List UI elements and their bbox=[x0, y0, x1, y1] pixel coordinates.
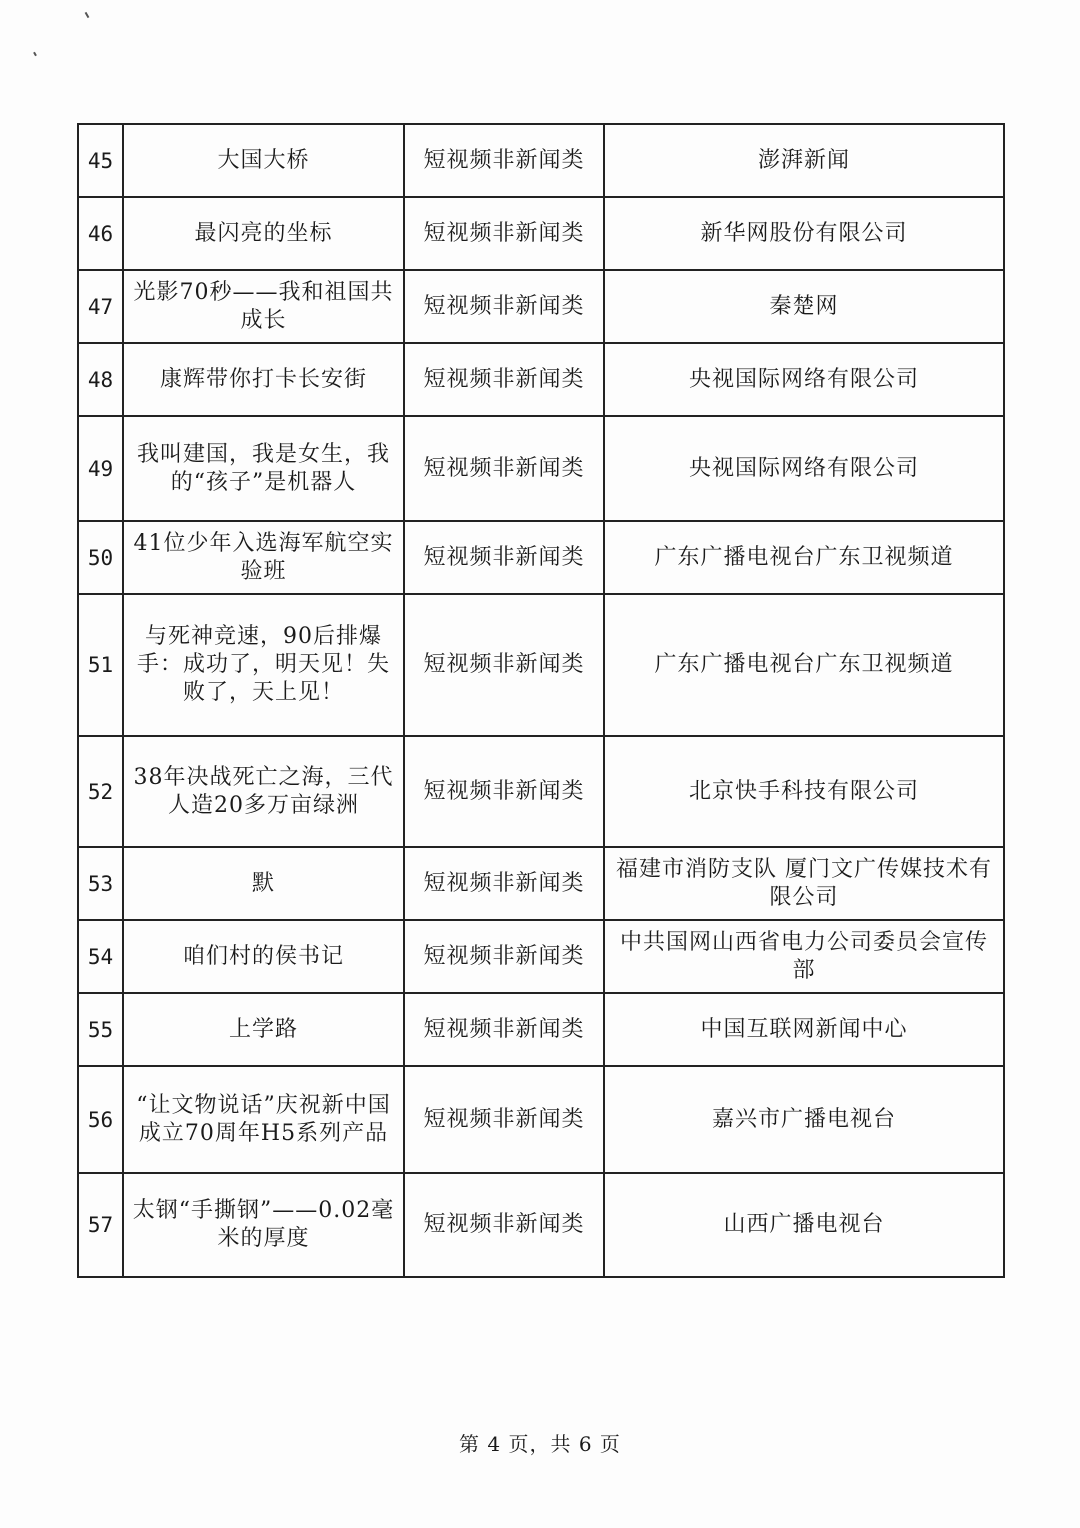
work-category: 短视频非新闻类 bbox=[404, 920, 604, 993]
submitting-organization: 广东广播电视台广东卫视频道 bbox=[604, 594, 1004, 736]
row-number: 45 bbox=[78, 124, 123, 197]
work-category: 短视频非新闻类 bbox=[404, 736, 604, 847]
submitting-organization: 嘉兴市广播电视台 bbox=[604, 1066, 1004, 1173]
row-number: 53 bbox=[78, 847, 123, 920]
row-number: 54 bbox=[78, 920, 123, 993]
work-category: 短视频非新闻类 bbox=[404, 847, 604, 920]
work-category: 短视频非新闻类 bbox=[404, 1066, 604, 1173]
submitting-organization: 福建市消防支队 厦门文广传媒技术有限公司 bbox=[604, 847, 1004, 920]
scan-speck bbox=[85, 12, 90, 18]
submitting-organization: 中国互联网新闻中心 bbox=[604, 993, 1004, 1066]
table-row bbox=[78, 521, 1004, 594]
submitting-organization: 央视国际网络有限公司 bbox=[604, 343, 1004, 416]
row-number: 51 bbox=[78, 594, 123, 736]
work-category: 短视频非新闻类 bbox=[404, 124, 604, 197]
work-title: 光影70秒——我和祖国共成长 bbox=[123, 270, 404, 343]
row-number: 49 bbox=[78, 416, 123, 521]
work-category: 短视频非新闻类 bbox=[404, 270, 604, 343]
work-title: 上学路 bbox=[123, 993, 404, 1066]
submitting-organization: 中共国网山西省电力公司委员会宣传部 bbox=[604, 920, 1004, 993]
work-title: 与死神竞速，90后排爆手：成功了，明天见！失败了，天上见！ bbox=[123, 594, 404, 736]
work-category: 短视频非新闻类 bbox=[404, 993, 604, 1066]
scan-speck bbox=[33, 52, 37, 56]
work-title: 默 bbox=[123, 847, 404, 920]
table-row bbox=[78, 416, 1004, 521]
table-row bbox=[78, 736, 1004, 847]
work-title: 我叫建国，我是女生，我的“孩子”是机器人 bbox=[123, 416, 404, 521]
table-row bbox=[78, 270, 1004, 343]
table-row bbox=[78, 594, 1004, 736]
work-title: 太钢“手撕钢”——0.02毫米的厚度 bbox=[123, 1173, 404, 1277]
page-number-footer: 第 4 页，共 6 页 bbox=[459, 1432, 621, 1456]
submitting-organization: 广东广播电视台广东卫视频道 bbox=[604, 521, 1004, 594]
table-row bbox=[78, 343, 1004, 416]
row-number: 55 bbox=[78, 993, 123, 1066]
table-row bbox=[78, 993, 1004, 1066]
row-number: 56 bbox=[78, 1066, 123, 1173]
row-number: 48 bbox=[78, 343, 123, 416]
work-category: 短视频非新闻类 bbox=[404, 416, 604, 521]
work-title: “让文物说话”庆祝新中国成立70周年H5系列产品 bbox=[123, 1066, 404, 1173]
work-category: 短视频非新闻类 bbox=[404, 521, 604, 594]
row-number: 46 bbox=[78, 197, 123, 270]
submitting-organization: 北京快手科技有限公司 bbox=[604, 736, 1004, 847]
table-row bbox=[78, 847, 1004, 920]
row-number: 47 bbox=[78, 270, 123, 343]
work-category: 短视频非新闻类 bbox=[404, 1173, 604, 1277]
work-category: 短视频非新闻类 bbox=[404, 343, 604, 416]
row-number: 57 bbox=[78, 1173, 123, 1277]
table-row bbox=[78, 124, 1004, 197]
submitting-organization: 新华网股份有限公司 bbox=[604, 197, 1004, 270]
work-title: 38年决战死亡之海，三代人造20多万亩绿洲 bbox=[123, 736, 404, 847]
row-number: 50 bbox=[78, 521, 123, 594]
submitting-organization: 澎湃新闻 bbox=[604, 124, 1004, 197]
work-title: 41位少年入选海军航空实验班 bbox=[123, 521, 404, 594]
table-row bbox=[78, 1173, 1004, 1277]
submitting-organization: 秦楚网 bbox=[604, 270, 1004, 343]
table-row bbox=[78, 1066, 1004, 1173]
work-title: 最闪亮的坐标 bbox=[123, 197, 404, 270]
submitting-organization: 山西广播电视台 bbox=[604, 1173, 1004, 1277]
row-number: 52 bbox=[78, 736, 123, 847]
table-row bbox=[78, 920, 1004, 993]
work-category: 短视频非新闻类 bbox=[404, 197, 604, 270]
submitting-organization: 央视国际网络有限公司 bbox=[604, 416, 1004, 521]
work-title: 大国大桥 bbox=[123, 124, 404, 197]
work-title: 咱们村的侯书记 bbox=[123, 920, 404, 993]
award-list-table bbox=[77, 123, 1005, 1278]
work-title: 康辉带你打卡长安街 bbox=[123, 343, 404, 416]
work-category: 短视频非新闻类 bbox=[404, 594, 604, 736]
table-row bbox=[78, 197, 1004, 270]
